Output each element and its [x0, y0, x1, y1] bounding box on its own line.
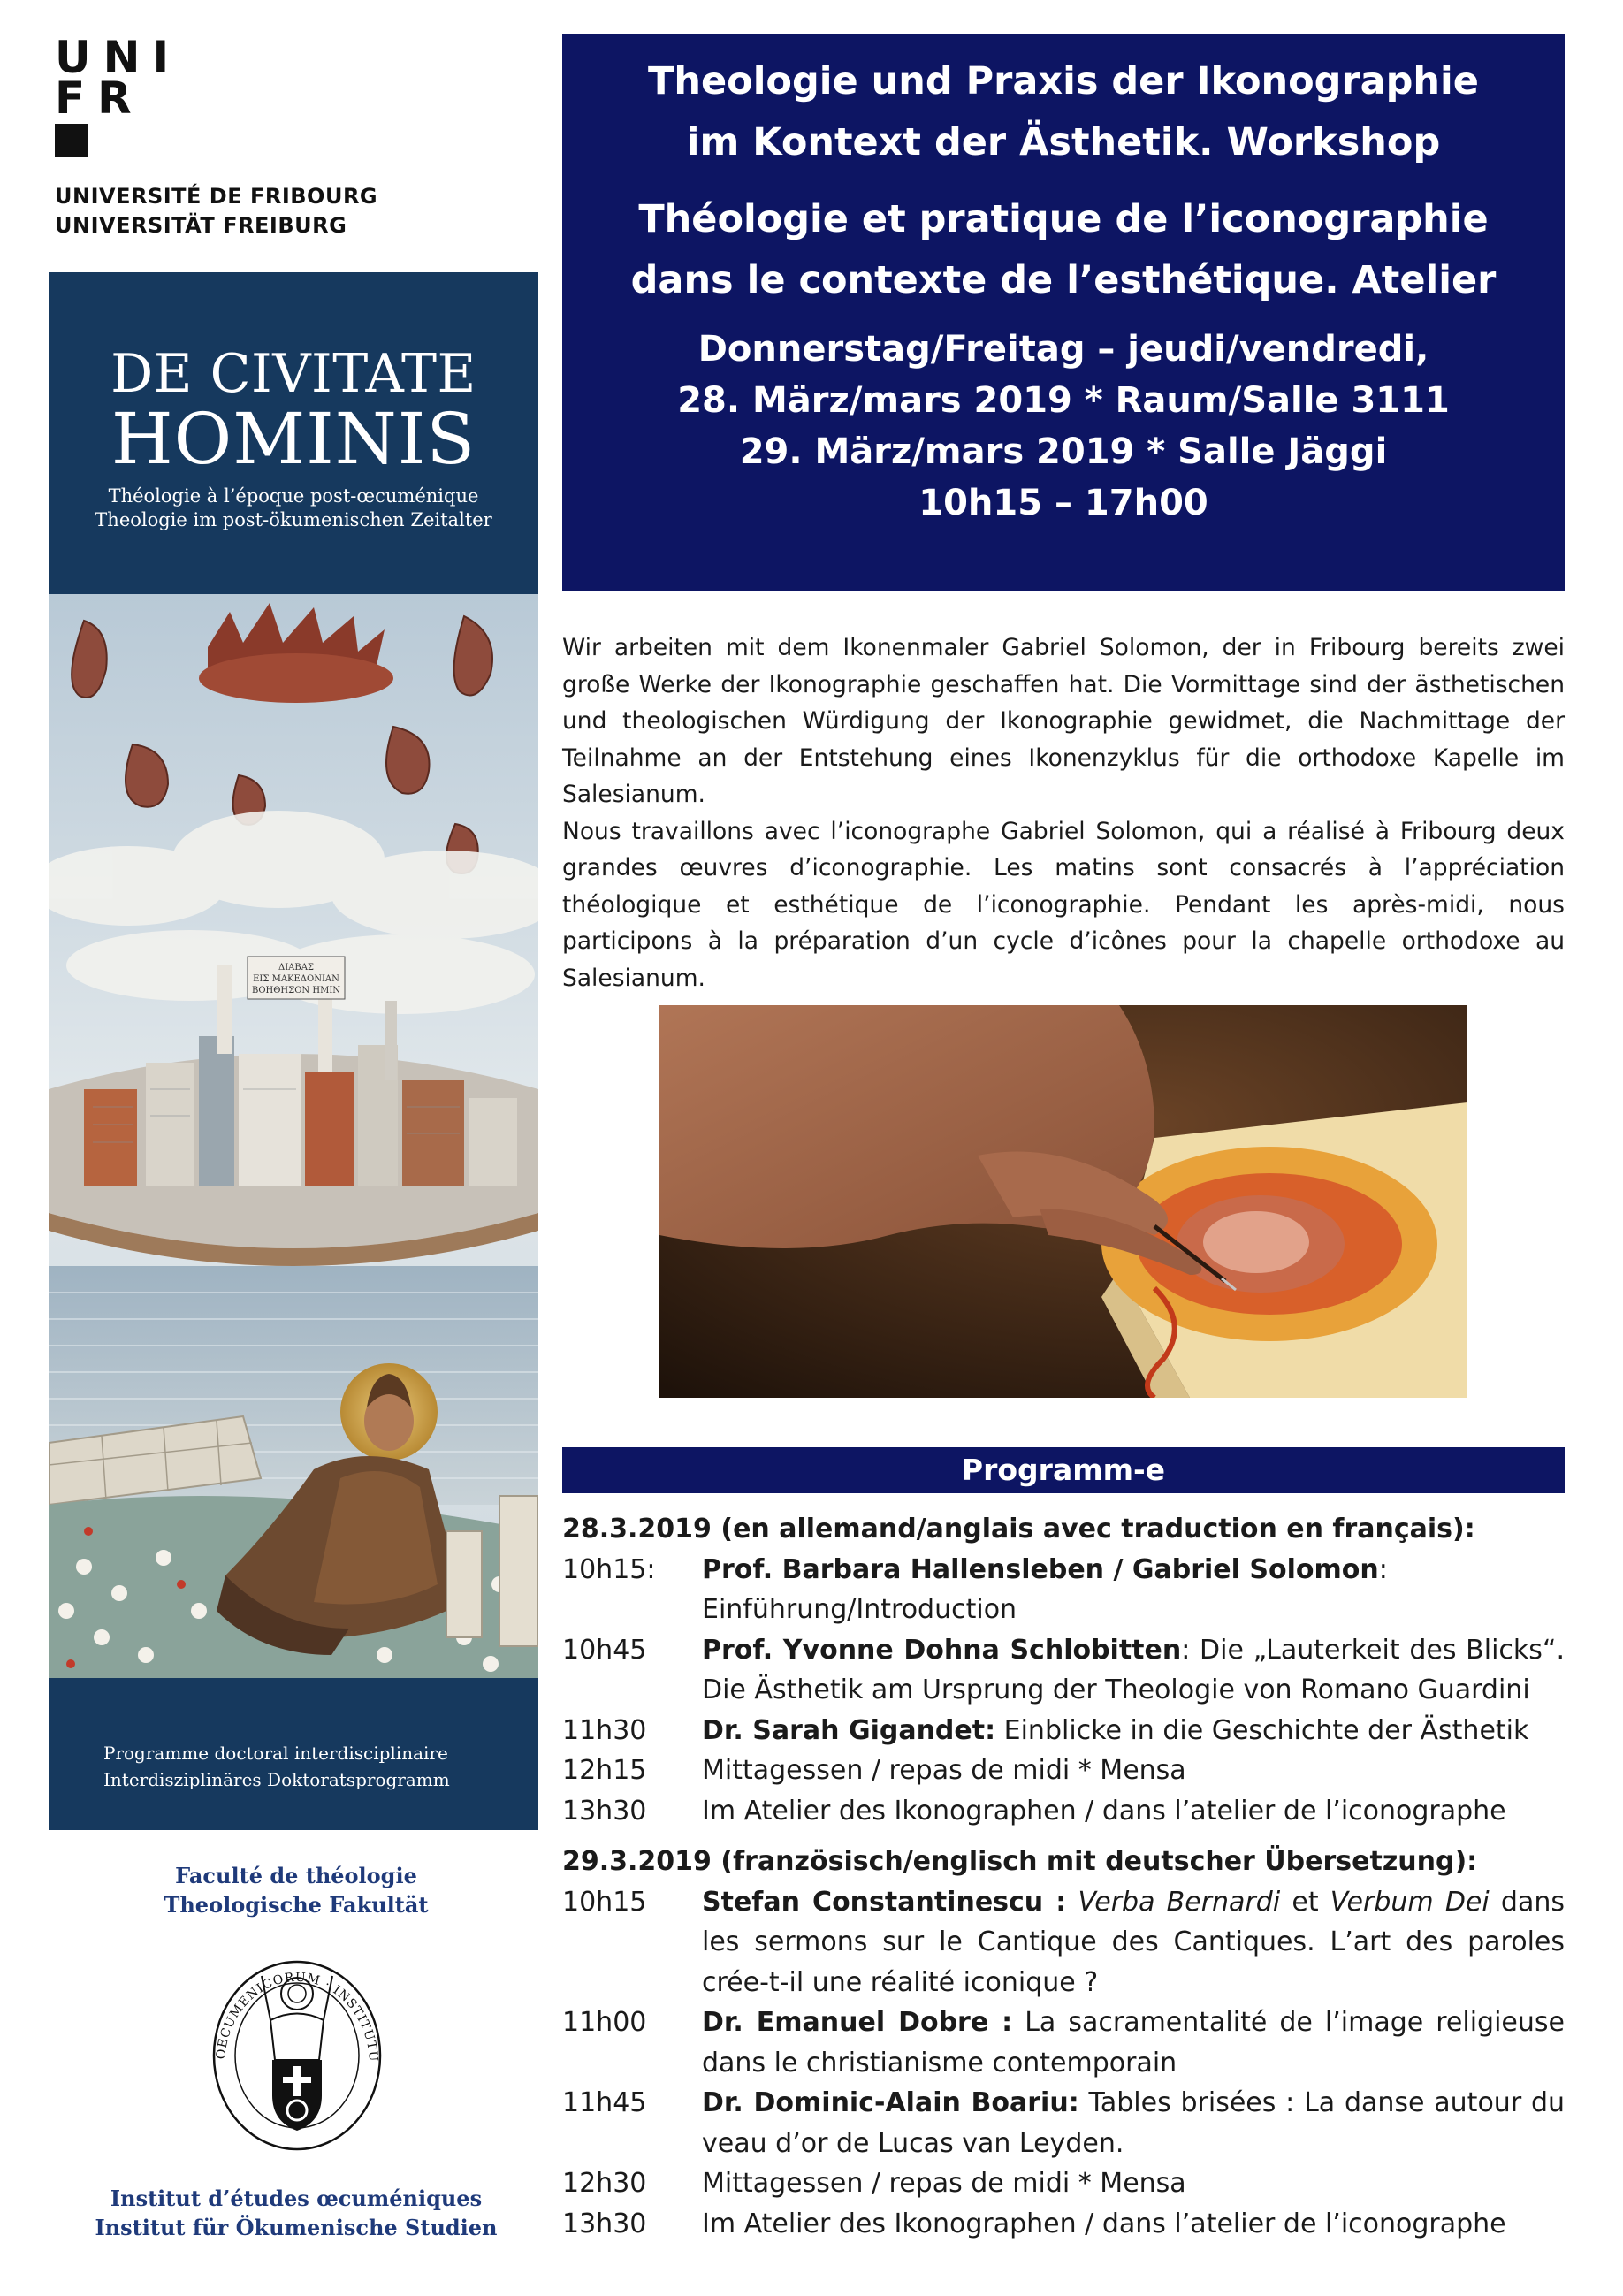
- institute-seal-svg: [209, 1941, 385, 2153]
- list-item: [562, 1550, 1565, 1630]
- faculty-name: [62, 1861, 530, 1919]
- faculty-name-de: Theologische Fakultät: [164, 1892, 429, 1918]
- institute-name-de: Institut für Ökumenische Studien: [95, 2215, 498, 2240]
- item-text: Tables brisées : La danse autour du veau d’or de Lucas van Leyden.: [702, 2087, 1565, 2159]
- university-name-fr: UNIVERSITÉ DE FRIBOURG: [55, 184, 378, 209]
- item-time: 11h30: [562, 1714, 647, 1746]
- workshop-dates: [562, 324, 1565, 529]
- cover-title-line1: DE CIVITATE: [110, 343, 476, 405]
- programme-list: [562, 1509, 1565, 2244]
- cover-footer: [103, 1740, 450, 1793]
- item-time: 11h00: [562, 2007, 647, 2038]
- item-time: 10h15: [562, 1886, 647, 1918]
- item-speaker: Prof. Yvonne Dohna Schlobitten: [702, 1634, 1182, 1666]
- day1-heading: 28.3.2019 (en allemand/anglais avec traduction en français):: [562, 1514, 1475, 1545]
- programme-title: Programm-e: [562, 1447, 1565, 1493]
- banner-line1: ΔΙΑΒΑΣ: [278, 963, 315, 973]
- item-desc: [702, 1711, 1565, 1751]
- title-de: [562, 51, 1565, 173]
- item-time: 13h30: [562, 2208, 647, 2239]
- title-de-line1: Theologie und Praxis der Ikonographie: [648, 59, 1479, 103]
- list-item: [562, 1630, 1565, 1711]
- university-logo: [55, 32, 182, 157]
- shield-icon: [272, 2060, 322, 2131]
- institute-name: [62, 2184, 530, 2242]
- cover-title: [49, 345, 538, 532]
- item-text: : Die „Lauterkeit des Blicks“. Die Ästhetik am Ursprung der Theologie von Romano Guardini: [702, 1634, 1565, 1705]
- cover-subtitle-de: Theologie im post-ökumenischen Zeitalter: [95, 509, 492, 530]
- cover-footer-de: Interdisziplinäres Doktoratsprogramm: [103, 1769, 450, 1790]
- title-fr-line1: Théologie et pratique de l’iconographie: [638, 197, 1489, 241]
- item-speaker: Dr. Dominic-Alain Boariu:: [702, 2087, 1079, 2118]
- item-text: Im Atelier des Ikonographen / dans l’atelier de l’iconographe: [702, 2208, 1506, 2239]
- workshop-header: [562, 34, 1565, 591]
- item-text: Im Atelier des Ikonographen / dans l’atelier de l’iconographe: [702, 1795, 1506, 1827]
- seal-inscription: OECUMENICORUM · INSTITUTU: [214, 1970, 381, 2063]
- cover-footer-fr: Programme doctoral interdisciplinaire: [103, 1743, 448, 1764]
- logo-square-icon: [55, 124, 88, 157]
- item-desc: [702, 2083, 1565, 2163]
- item-time: 10h45: [562, 1634, 647, 1666]
- list-item: [562, 1751, 1565, 1791]
- institute-seal: [209, 1941, 385, 2153]
- cover-painting: [49, 594, 538, 1678]
- item-sep: :: [1378, 1553, 1388, 1585]
- university-names: [55, 182, 377, 240]
- list-item: [562, 2163, 1565, 2204]
- item-italic-title1: Verba Bernardi: [1078, 1886, 1281, 1918]
- item-time: 11h45: [562, 2087, 647, 2118]
- icon-painting-photo: [659, 1005, 1467, 1398]
- item-desc: [702, 1630, 1565, 1711]
- title-fr-line2: dans le contexte de l’esthétique. Atelier: [630, 258, 1497, 302]
- list-item: [562, 1791, 1565, 1832]
- institute-name-fr: Institut d’études œcuméniques: [110, 2185, 483, 2211]
- date-line1: Donnerstag/Freitag – jeudi/vendredi,: [697, 329, 1429, 370]
- item-speaker: Dr. Emanuel Dobre :: [702, 2007, 1013, 2038]
- item-text: Einführung/Introduction: [702, 1594, 1017, 1625]
- item-italic-title2: Verbum Dei: [1330, 1886, 1490, 1918]
- icon-painting-photo-svg: [659, 1005, 1467, 1398]
- list-item: [562, 1711, 1565, 1751]
- item-speaker: Prof. Barbara Hallensleben / Gabriel Solomon: [702, 1553, 1379, 1585]
- day2-heading: 29.3.2019 (französisch/englisch mit deutscher Übersetzung):: [562, 1846, 1478, 1877]
- book-cover: [49, 272, 538, 1830]
- date-line2: 28. März/mars 2019 * Raum/Salle 3111: [677, 380, 1450, 421]
- item-time: 13h30: [562, 1795, 647, 1827]
- banner-line3: ΒΟΗΘΗΣΟΝ ΗΜΙΝ: [251, 986, 341, 995]
- title-fr: [562, 189, 1565, 311]
- item-time: 12h30: [562, 2168, 647, 2199]
- faculty-name-fr: Faculté de théologie: [175, 1863, 417, 1888]
- item-speaker: Dr. Sarah Gigandet:: [702, 1714, 996, 1746]
- intro-text: [562, 629, 1565, 996]
- list-item: [562, 2083, 1565, 2163]
- item-text: Mittagessen / repas de midi * Mensa: [702, 1755, 1186, 1786]
- item-speaker: Stefan Constantinescu :: [702, 1886, 1067, 1918]
- list-item: [562, 2002, 1565, 2083]
- item-desc: [702, 1550, 1565, 1630]
- list-item: [562, 2204, 1565, 2245]
- item-time: 12h15: [562, 1755, 647, 1786]
- item-desc: [702, 2002, 1565, 2083]
- intro-de: Wir arbeiten mit dem Ikonenmaler Gabriel Solomon, der in Fribourg bereits zwei große Werke der Ikonographie geschaffen hat. Die Vormittage sind der ästhetischen und theologischen Würdigung der Ikonographie gewidmet, die Nachmittage der Teilnahme an der Entstehung eines Ikonenzyklus für die orthodoxe Kapelle im Salesianum.: [562, 634, 1565, 808]
- logo-line-uni: UNI: [55, 32, 182, 83]
- cover-subtitle-fr: Théologie à l’époque post-œcuménique: [108, 485, 479, 507]
- cover-painting-svg: [49, 594, 538, 1678]
- item-desc: [702, 1882, 1565, 2003]
- cover-title-line2: HOMINIS: [110, 398, 476, 480]
- logo-line-fr: FR: [55, 72, 144, 124]
- item-time: 10h15:: [562, 1553, 656, 1585]
- date-line3: 29. März/mars 2019 * Salle Jäggi: [739, 431, 1388, 472]
- item-text: dans les sermons sur le Cantique des Cantiques. L’art des paroles crée-t-il une réalité iconique ?: [702, 1886, 1565, 1998]
- item-text: Einblicke in die Geschichte der Ästhetik: [995, 1714, 1529, 1746]
- item-text: Mittagessen / repas de midi * Mensa: [702, 2168, 1186, 2199]
- university-name-de: UNIVERSITÄT FREIBURG: [55, 213, 347, 238]
- intro-fr: Nous travaillons avec l’iconographe Gabriel Solomon, qui a réalisé à Fribourg deux grandes œuvres d’iconographie. Les matins sont consacrés à l’appréciation théologique et esthétique de l’iconographie. Pendant les après-midi, nous participons à la préparation d’un cycle d’icônes pour la chapelle orthodoxe au Salesianum.: [562, 817, 1565, 992]
- banner-line2: ΕΙΣ ΜΑΚΕΔΟΝΙΑΝ: [253, 974, 339, 984]
- item-connector: et: [1280, 1886, 1330, 1918]
- workshop-time: 10h15 – 17h00: [918, 483, 1208, 523]
- title-de-line2: im Kontext der Ästhetik. Workshop: [686, 120, 1441, 164]
- list-item: [562, 1882, 1565, 2003]
- item-text: La sacramentalité de l’image religieuse dans le christianisme contemporain: [702, 2007, 1565, 2079]
